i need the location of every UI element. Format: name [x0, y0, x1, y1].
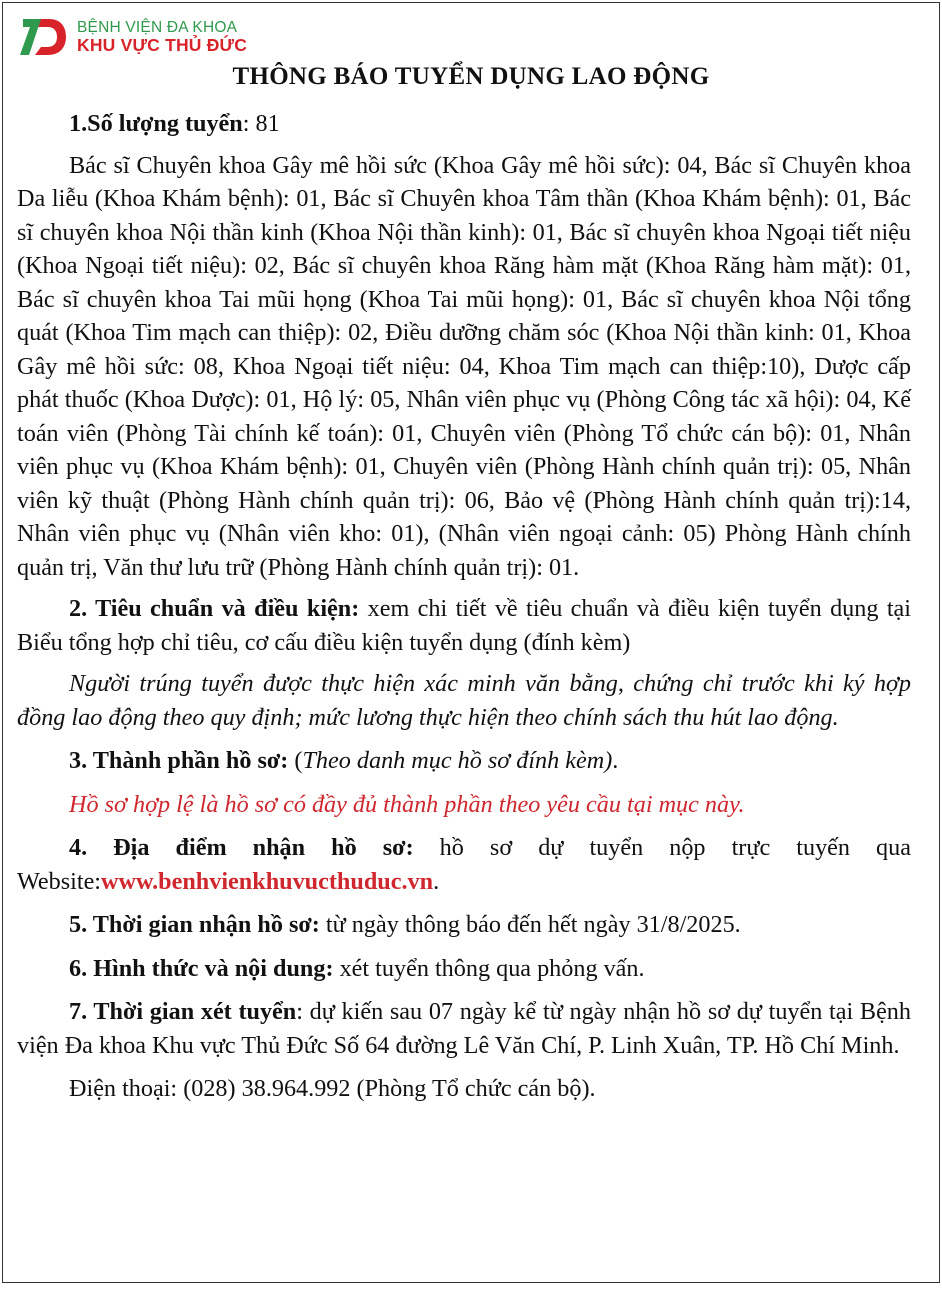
- section-location-label: 4. Địa điểm nhận hồ sơ:: [69, 834, 414, 861]
- website-link[interactable]: www.benhvienkhuvucthuduc.vn: [101, 867, 434, 895]
- section-location: [17, 831, 911, 898]
- section-criteria: [17, 592, 911, 659]
- section-documents: [17, 744, 911, 778]
- section-documents-label: 3. Thành phần hồ sơ:: [69, 747, 289, 774]
- section-review-time-text: : dự kiến sau 07 ngày kể từ ngày nhận hồ sơ dự tuyển tại Bệnh viện Đa khoa Khu vực Thủ Đức Số 64 đường Lê Văn Chí, P. Linh Xuân, TP. Hồ Chí Minh.: [17, 998, 911, 1059]
- section-criteria-note-text: Người trúng tuyển được thực hiện xác minh văn bằng, chứng chỉ trước khi ký hợp đồng lao động theo quy định; mức lương thực hiện theo chính sách thu hút lao động.: [17, 670, 911, 731]
- section-review-time: [17, 995, 911, 1062]
- section-location-end: .: [433, 867, 440, 895]
- notice-body: [17, 107, 911, 1106]
- section-submission-time-label: 5. Thời gian nhận hồ sơ:: [69, 911, 320, 938]
- section-documents-note-text: Hồ sơ hợp lệ là hồ sơ có đầy đủ thành phần theo yêu cầu tại mục này.: [69, 790, 745, 818]
- section-criteria-text: xem chi tiết về tiêu chuẩn và điều kiện tuyển dụng tại Biểu tổng hợp chỉ tiêu, cơ cấu điều kiện tuyển dụng (đính kèm): [17, 595, 912, 656]
- hospital-name-line1: BỆNH VIỆN ĐA KHOA: [77, 18, 238, 36]
- notice-title: THÔNG BÁO TUYỂN DỤNG LAO ĐỘNG: [232, 63, 710, 90]
- section-format-text: xét tuyển thông qua phỏng vấn.: [333, 954, 645, 982]
- section-submission-time-text: từ ngày thông báo đến hết ngày 31/8/2025.: [319, 911, 741, 938]
- section-location-text: hồ sơ dự tuyển nộp trực tuyến qua Website:: [17, 834, 911, 895]
- section-quantity: [17, 107, 911, 141]
- section-documents-close: .: [612, 747, 619, 774]
- section-format-label: 6. Hình thức và nội dung:: [69, 954, 334, 982]
- section-quantity-details: Bác sĩ Chuyên khoa Gây mê hồi sức (Khoa Gây mê hồi sức): 04, Bác sĩ Chuyên khoa Da liễu (Khoa Khám bệnh): 01, Bác sĩ Chuyên khoa Tâm thần (Khoa Khám bệnh): 01, Bác sĩ chuyên khoa Nội thần kinh (Khoa Nội thần kinh): 01, Bác sĩ chuyên khoa Ngoại tiết niệu (Khoa Ngoại tiết niệu): 02, Bác sĩ chuyên khoa Răng hàm mặt (Khoa Răng hàm mặt): 01, Bác sĩ chuyên khoa Tai mũi họng (Khoa Tai mũi họng): 01, Bác sĩ chuyên khoa Nội tổng quát (Khoa Tim mạch can thiệp): 02, Điều dưỡng chăm sóc (Khoa Nội thần kinh: 01, Khoa Gây mê hồi sức: 08, Khoa Ngoại tiết niệu: 04, Khoa Tim mạch can thiệp:10), Dược cấp phát thuốc (Khoa Dược): 01, Hộ lý: 05, Nhân viên phục vụ (Phòng Công tác xã hội): 04, Kế toán viên (Phòng Tài chính kế toán): 01, Chuyên viên (Phòng Tổ chức cán bộ): 01, Nhân viên phục vụ (Khoa Khám bệnh): 01, Chuyên viên (Phòng Hành chính quản trị): 05, Nhân viên kỹ thuật (Phòng Hành chính quản trị): 06, Bảo vệ (Phòng Hành chính quản trị):14, Nhân viên phục vụ (Nhân viên kho: 01), (Nhân viên ngoại cảnh: 05) Phòng Hành chính quản trị, Văn thư lưu trữ (Phòng Hành chính quản trị): 01.: [17, 151, 911, 581]
- contact-phone: Điện thoại: (028) 38.964.992 (Phòng Tổ chức cán bộ).: [69, 1075, 596, 1102]
- section-criteria-label: 2. Tiêu chuẩn và điều kiện:: [69, 595, 360, 622]
- hospital-logo: [19, 15, 247, 59]
- section-submission-time: [17, 908, 911, 942]
- notice-page: [2, 2, 940, 1283]
- hospital-logo-icon: [19, 15, 69, 59]
- section-quantity-label: 1.Số lượng tuyển: [69, 110, 243, 137]
- section-format: [17, 952, 911, 986]
- hospital-name-line2: KHU VỰC THỦ ĐỨC: [77, 34, 248, 55]
- section-documents-text: Theo danh mục hồ sơ đính kèm): [302, 747, 613, 774]
- section-review-time-label: 7. Thời gian xét tuyển: [69, 998, 297, 1025]
- section-documents-open: (: [288, 747, 303, 774]
- section-documents-note: [17, 788, 911, 822]
- section-criteria-note: [17, 667, 911, 734]
- section-quantity-value: 81: [255, 110, 280, 137]
- section-quantity-sep: :: [242, 110, 256, 137]
